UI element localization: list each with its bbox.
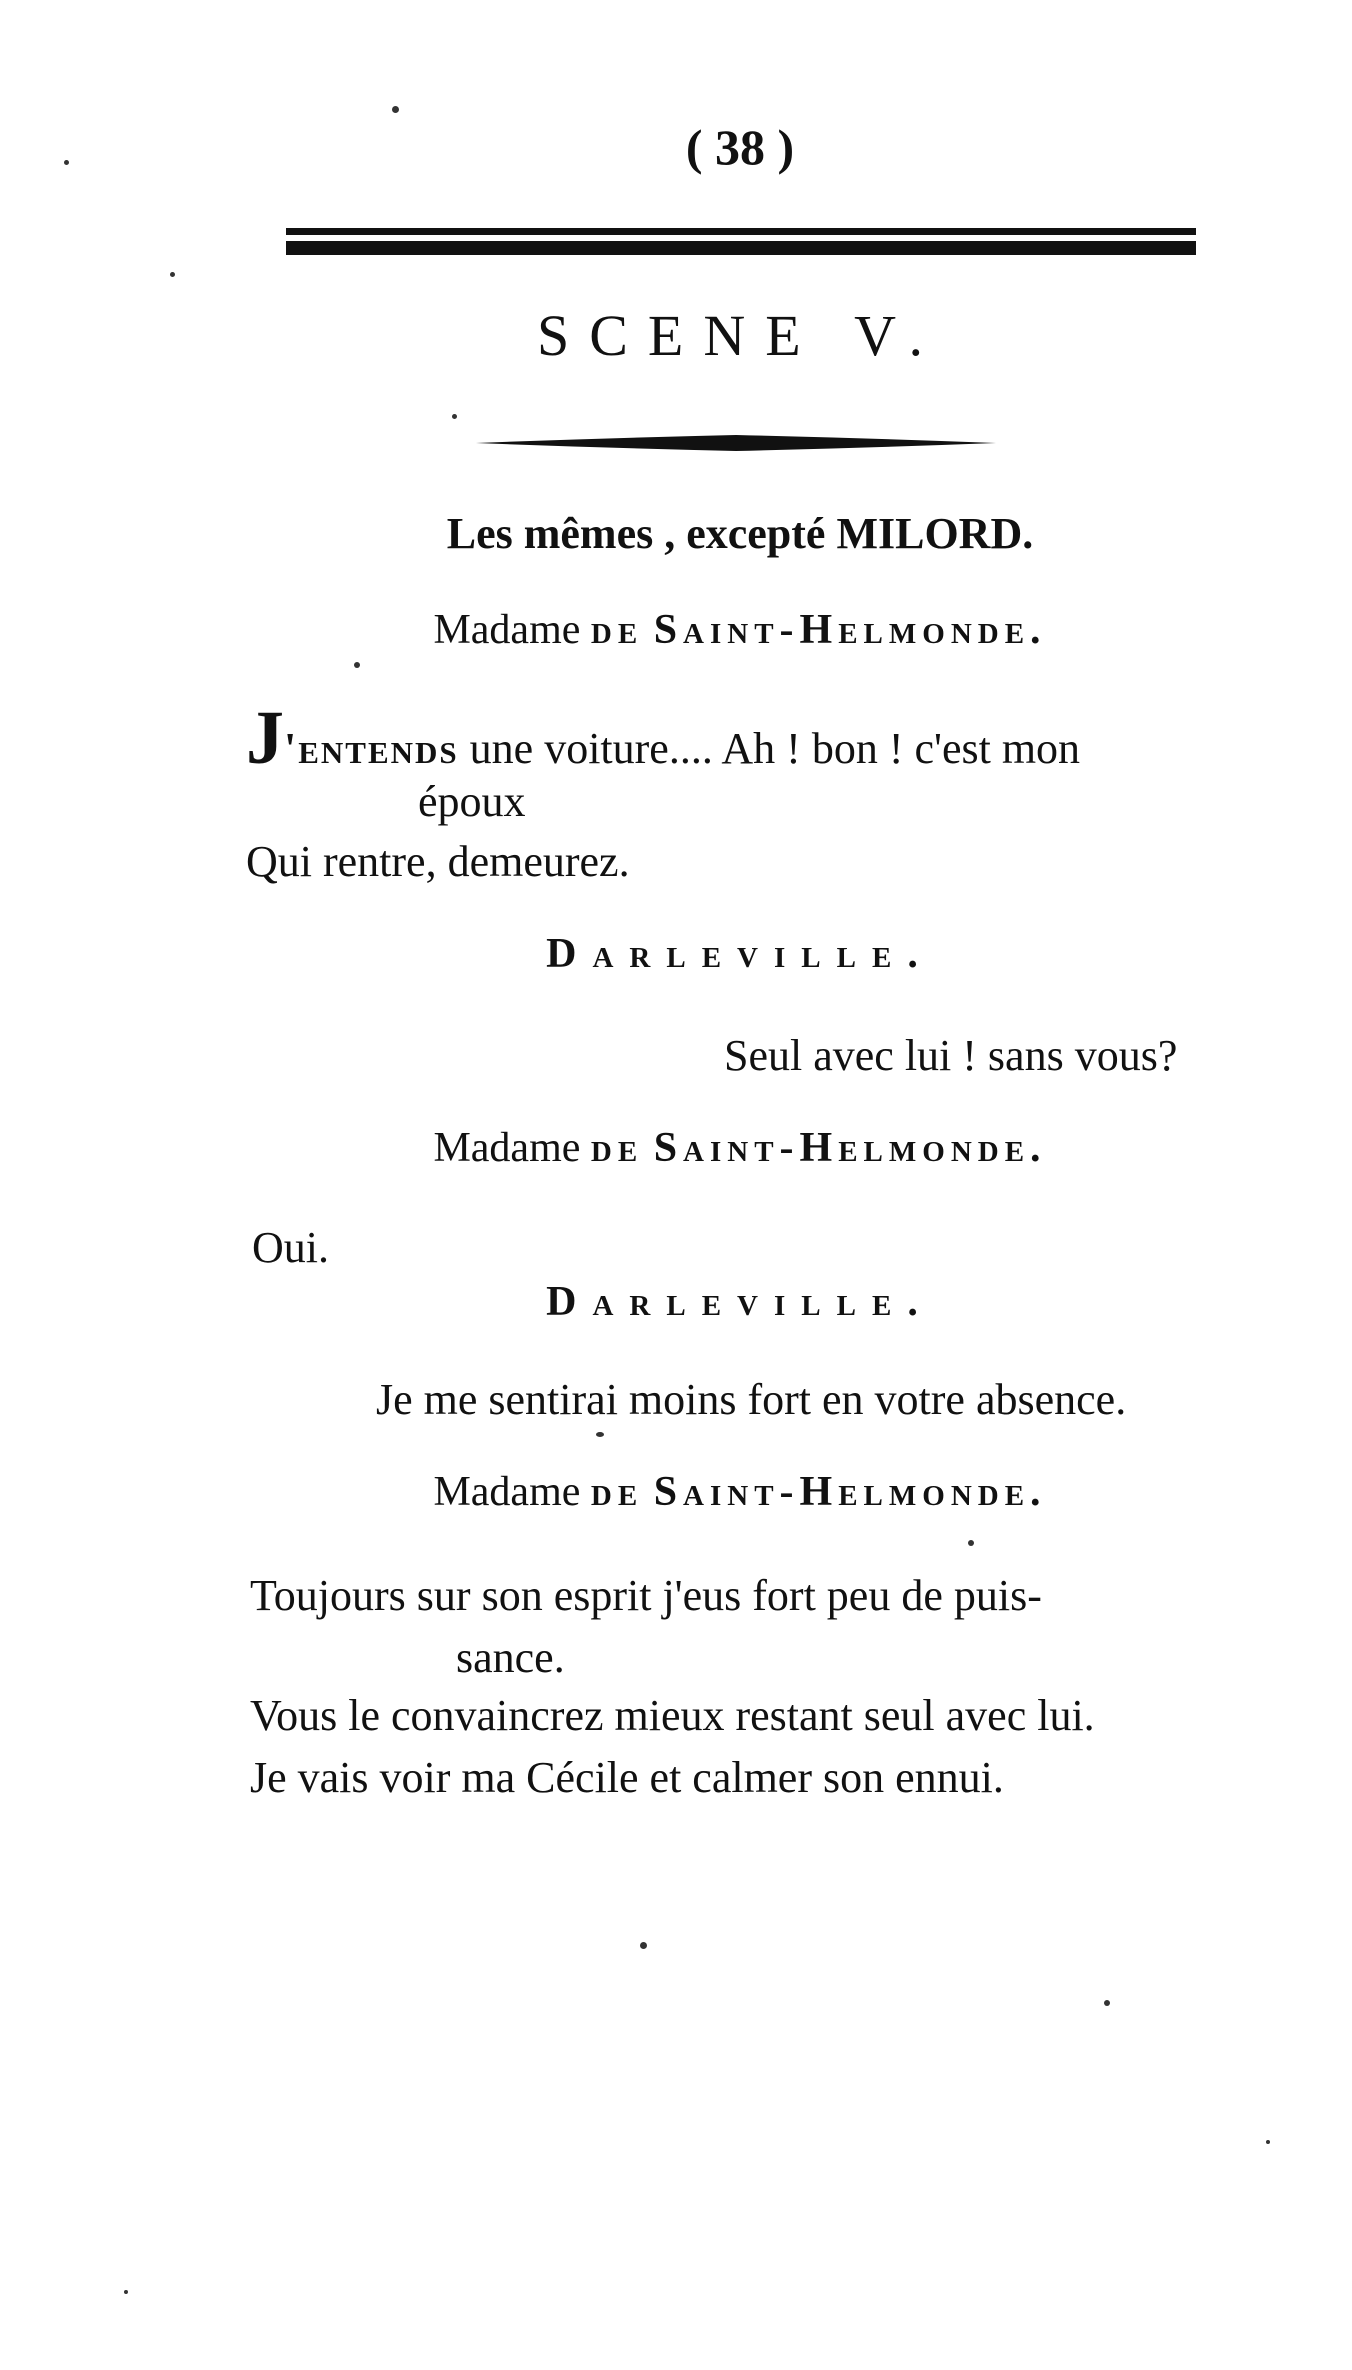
scan-speck: [452, 414, 457, 419]
speaker-heading: Darleville.: [546, 931, 934, 977]
scan-speck: [124, 2290, 128, 2294]
speaker-name: Saint-Helmonde.: [653, 1469, 1047, 1515]
speaker-heading: [0, 1124, 1352, 1172]
verse-line: Je vais voir ma Cécile et calmer son ennui.: [250, 1753, 1004, 1802]
drop-cap: J: [246, 696, 284, 780]
speaker-particle: de: [590, 607, 644, 653]
verse-line: Seul avec lui ! sans vous?: [724, 1031, 1178, 1080]
scan-speck: [354, 662, 360, 668]
speaker-title: Madame: [433, 1125, 581, 1171]
speaker-heading: [0, 1468, 1352, 1516]
scan-speck: [392, 106, 399, 113]
speaker-heading: [0, 606, 1352, 654]
first-word: 'entends: [284, 724, 459, 773]
verse-text: une voiture.... Ah ! bon ! c'est mon: [458, 724, 1081, 773]
speaker-title: Madame: [433, 607, 581, 653]
speaker-name: Saint-Helmonde.: [653, 1125, 1047, 1171]
speaker-heading: Darleville.: [546, 1279, 934, 1325]
scan-speck: [640, 1942, 647, 1949]
verse-line: sance.: [456, 1633, 565, 1682]
scene-title: SCENE V.: [536, 303, 944, 368]
speaker-particle: de: [590, 1125, 644, 1171]
scan-speck: [64, 160, 69, 165]
scan-speck: [968, 1540, 974, 1546]
speaker-title: Madame: [433, 1469, 581, 1515]
scan-speck: [1266, 2140, 1270, 2144]
verse-line: [246, 696, 1081, 780]
verse-line: époux: [418, 777, 526, 826]
stage-direction: Les mêmes , excepté MILORD.: [446, 509, 1034, 558]
verse-line: Oui.: [252, 1223, 329, 1272]
tapered-rule: [476, 432, 996, 454]
verse-line: Vous le convaincrez mieux restant seul avec lui.: [250, 1691, 1095, 1740]
double-rule-top: [286, 228, 1196, 258]
verse-line: Qui rentre, demeurez.: [246, 837, 630, 886]
scan-speck: [170, 272, 175, 277]
speaker-name: Saint-Helmonde.: [653, 607, 1047, 653]
verse-line: Je me sentirai moins fort en votre absence.: [376, 1375, 1127, 1424]
page-number: ( 38 ): [685, 119, 795, 175]
verse-line: Toujours sur son esprit j'eus fort peu de puis-: [250, 1571, 1042, 1620]
scan-speck: [596, 1432, 604, 1437]
scan-speck: [1104, 2000, 1110, 2006]
speaker-particle: de: [590, 1469, 644, 1515]
